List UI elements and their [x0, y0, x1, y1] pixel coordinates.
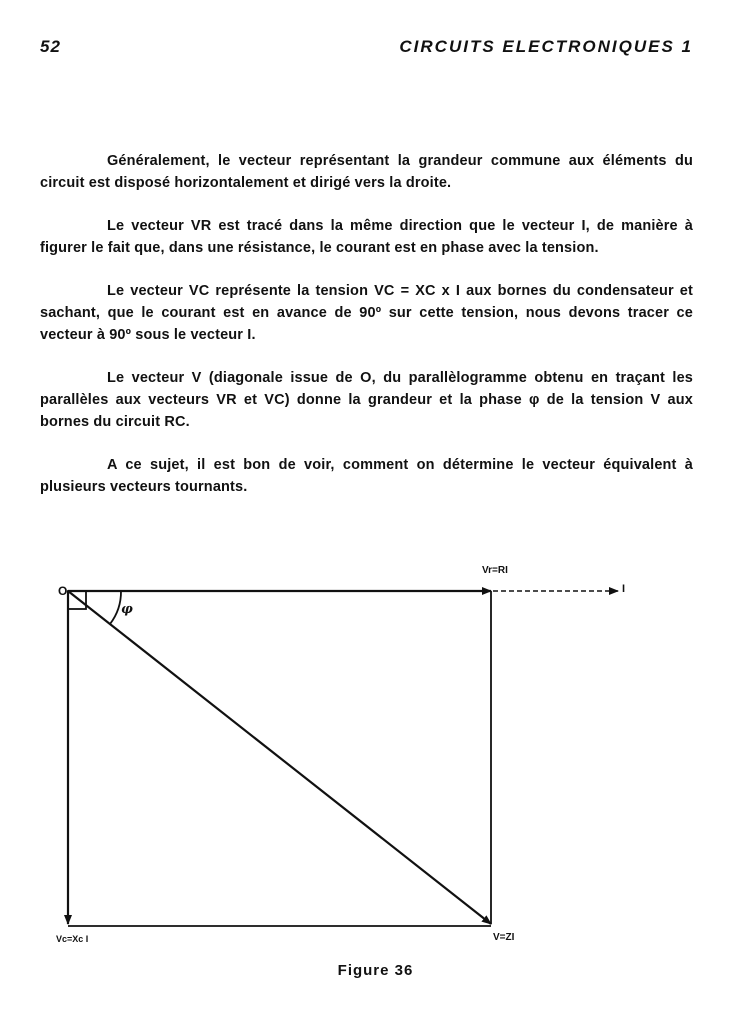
vr-label: Vr=RI	[482, 565, 508, 576]
paragraph-vector-vr: Le vecteur VR est tracé dans la même direction que le vecteur I, de manière à figurer le fait que, dans une résistance, le courant est en phase avec la tension.	[40, 218, 693, 256]
current-i-label: I	[622, 583, 626, 595]
vector-diagram-drawing	[0, 555, 739, 955]
body-text	[40, 150, 693, 519]
phase-angle-arc	[110, 591, 121, 624]
running-title: CIRCUITS ELECTRONIQUES 1	[399, 37, 693, 56]
vector-diagram	[0, 555, 739, 955]
origin-label: O	[58, 584, 68, 598]
paragraph-equivalent-vector: A ce sujet, il est bon de voir, comment on détermine le vecteur équivalent à plusieurs vecteurs tournants.	[40, 457, 693, 495]
paragraph-common-vector: Généralement, le vecteur représentant la grandeur commune aux éléments du circuit est disposé horizontalement et dirigé vers la droite.	[40, 153, 693, 191]
phase-angle-label: φ	[121, 602, 133, 617]
figure-caption: Figure 36	[337, 962, 414, 979]
page-number: 52	[40, 37, 61, 56]
v-label: V=ZI	[493, 932, 515, 943]
v-resultant-vector-arrow	[68, 591, 491, 924]
paragraph-vector-v: Le vecteur V (diagonale issue de O, du parallèlogramme obtenu en traçant les parallèles aux vecteurs VR et VC) donne la grandeur et la phase φ de la tension V aux bornes du circuit RC.	[40, 370, 693, 430]
vc-label: Vc=Xc I	[56, 934, 89, 944]
paragraph-vector-vc: Le vecteur VC représente la tension VC = XC x I aux bornes du condensateur et sachant, que le courant est en avance de 90º sur cette tension, nous devons tracer ce vecteur à 90º sous le vecteur I.	[40, 283, 693, 343]
